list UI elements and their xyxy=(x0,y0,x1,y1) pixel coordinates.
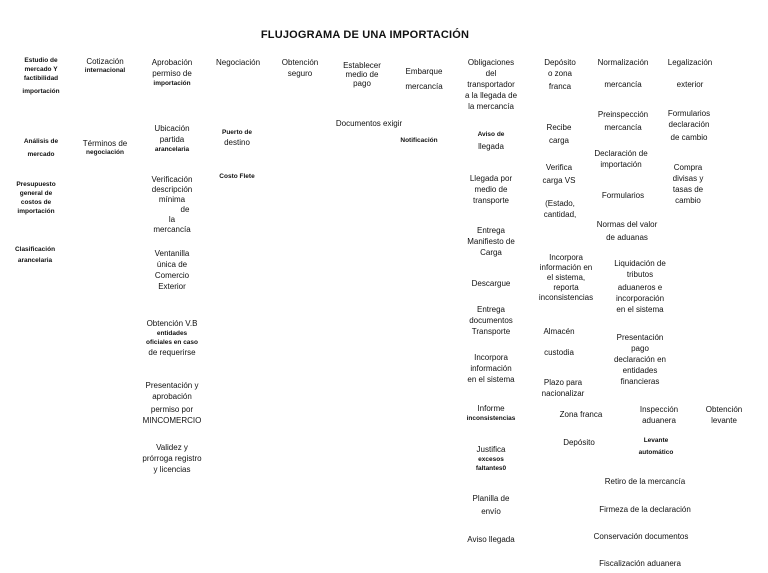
node-entrega-manifiesto: Entrega Manifiesto de Carga xyxy=(467,226,515,257)
node-costo-flete: Costo Flete xyxy=(219,173,255,180)
node-liquidacion-tributos: Liquidación de tributos aduaneros e incorporación en el sistema xyxy=(614,259,666,314)
node-planilla-envio: Planilla de envío xyxy=(472,494,510,516)
node-fiscalizacion-aduanera: Fiscalización aduanera xyxy=(599,559,681,568)
node-recibe-carga: Recibe carga xyxy=(546,123,572,145)
node-retiro-mercancia: Retiro de la mercancía xyxy=(604,477,686,486)
node-declaracion-importacion: Declaración de importación xyxy=(594,149,648,169)
node-preinspeccion: Preinspección mercancía xyxy=(597,110,649,132)
node-aprobacion-permiso: Aprobación permiso de importación xyxy=(151,58,193,87)
node-zona-franca: Zona franca xyxy=(559,410,603,419)
node-notificacion: Notificación xyxy=(400,137,438,144)
node-aviso-llegada-carga: Aviso de llegada xyxy=(477,131,505,151)
node-almacen-custodia: Almacén custodia xyxy=(543,327,575,357)
flowchart-title: FLUJOGRAMA DE UNA IMPORTACIÓN xyxy=(260,29,470,41)
node-entrega-documentos: Entrega documentos Transporte xyxy=(469,305,513,336)
node-inspeccion-aduanera: Inspección aduanera xyxy=(639,405,679,425)
node-analisis-mercado: Análisis de mercado xyxy=(23,138,59,158)
node-formularios-declaracion: Formularios declaración de cambio xyxy=(667,109,711,142)
node-conservacion-documentos: Conservación documentos xyxy=(593,532,689,541)
node-compra-divisas: Compra divisas y tasas de cambio xyxy=(672,163,704,205)
node-aviso-llegada: Aviso llegada xyxy=(467,535,515,544)
node-ventanilla-unica: Ventanilla única de Comercio Exterior xyxy=(154,249,190,291)
node-llegada-transporte: Llegada por medio de transporte xyxy=(469,174,513,205)
node-validez-prorroga: Validez y prórroga registro y licencias xyxy=(142,443,202,474)
node-presupuesto: Presupuesto general de costos de importación xyxy=(16,181,56,215)
node-verifica-carga: Verifica carga VS xyxy=(542,163,576,185)
node-deposito: Depósito xyxy=(563,438,595,447)
node-incorpora-informacion: Incorpora información en el sistema xyxy=(467,353,515,384)
node-obtencion-vb: Obtención V.B entidades oficiales en caso de requerirse xyxy=(145,319,199,357)
node-normalizacion: Normalización mercancía xyxy=(597,58,649,89)
node-presentacion-pago: Presentación pago declaración en entidades financieras xyxy=(613,333,667,386)
node-legalizacion-exterior: Legalización exterior xyxy=(667,58,713,89)
node-obtencion-seguro: Obtención seguro xyxy=(281,58,319,78)
node-cotizacion: Cotización internacional xyxy=(84,57,126,74)
node-informe-inconsistencias: Informe inconsistencias xyxy=(466,404,516,422)
node-firmeza-declaracion: Firmeza de la declaración xyxy=(599,505,691,514)
node-ubicacion-partida: Ubicación partida arancelaria xyxy=(154,124,190,153)
node-documentos-exigir: Documentos exigir xyxy=(335,119,403,128)
node-estudio-mercado: Estudio de mercado Y factibilidad importación xyxy=(22,57,60,95)
node-negociacion: Negociación xyxy=(215,58,261,67)
node-clasificacion: Clasificación arancelaria xyxy=(14,246,56,264)
node-estado-cantidad: (Estado, cantidad, xyxy=(543,199,577,219)
node-plazo-nacionalizar: Plazo para nacionalizar xyxy=(541,378,585,398)
node-incorpora-reporta: Incorpora información en el sistema, reporta inconsistencias xyxy=(538,253,594,302)
node-establecer-pago: Establecer medio de pago xyxy=(343,61,381,88)
node-formularios: Formularios xyxy=(601,191,645,200)
node-descargue: Descargue xyxy=(471,279,511,288)
node-normas-valor: Normas del valor de aduanas xyxy=(596,220,658,242)
node-verificacion: Verificación descripción mínima de la mercancía xyxy=(151,175,193,234)
node-puerto-destino: Puerto de destino xyxy=(222,129,252,147)
node-justifica-excesos: Justifica excesos faltantes0 xyxy=(475,445,507,472)
node-presentacion-aprobacion: Presentación y aprobación permiso por MINCOMERCIO xyxy=(142,381,202,425)
node-levante-automatico: Levante automático xyxy=(638,437,674,456)
node-embarque: Embarque mercancía xyxy=(405,67,443,91)
node-deposito-zona-franca: Depósito o zona franca xyxy=(544,58,576,91)
node-obligaciones-transportador: Obligaciones del transportador a la llegada de la mercancía xyxy=(464,58,518,111)
node-obtencion-levante: Obtención levante xyxy=(705,405,743,425)
node-terminos: Términos de negociación xyxy=(82,139,128,156)
